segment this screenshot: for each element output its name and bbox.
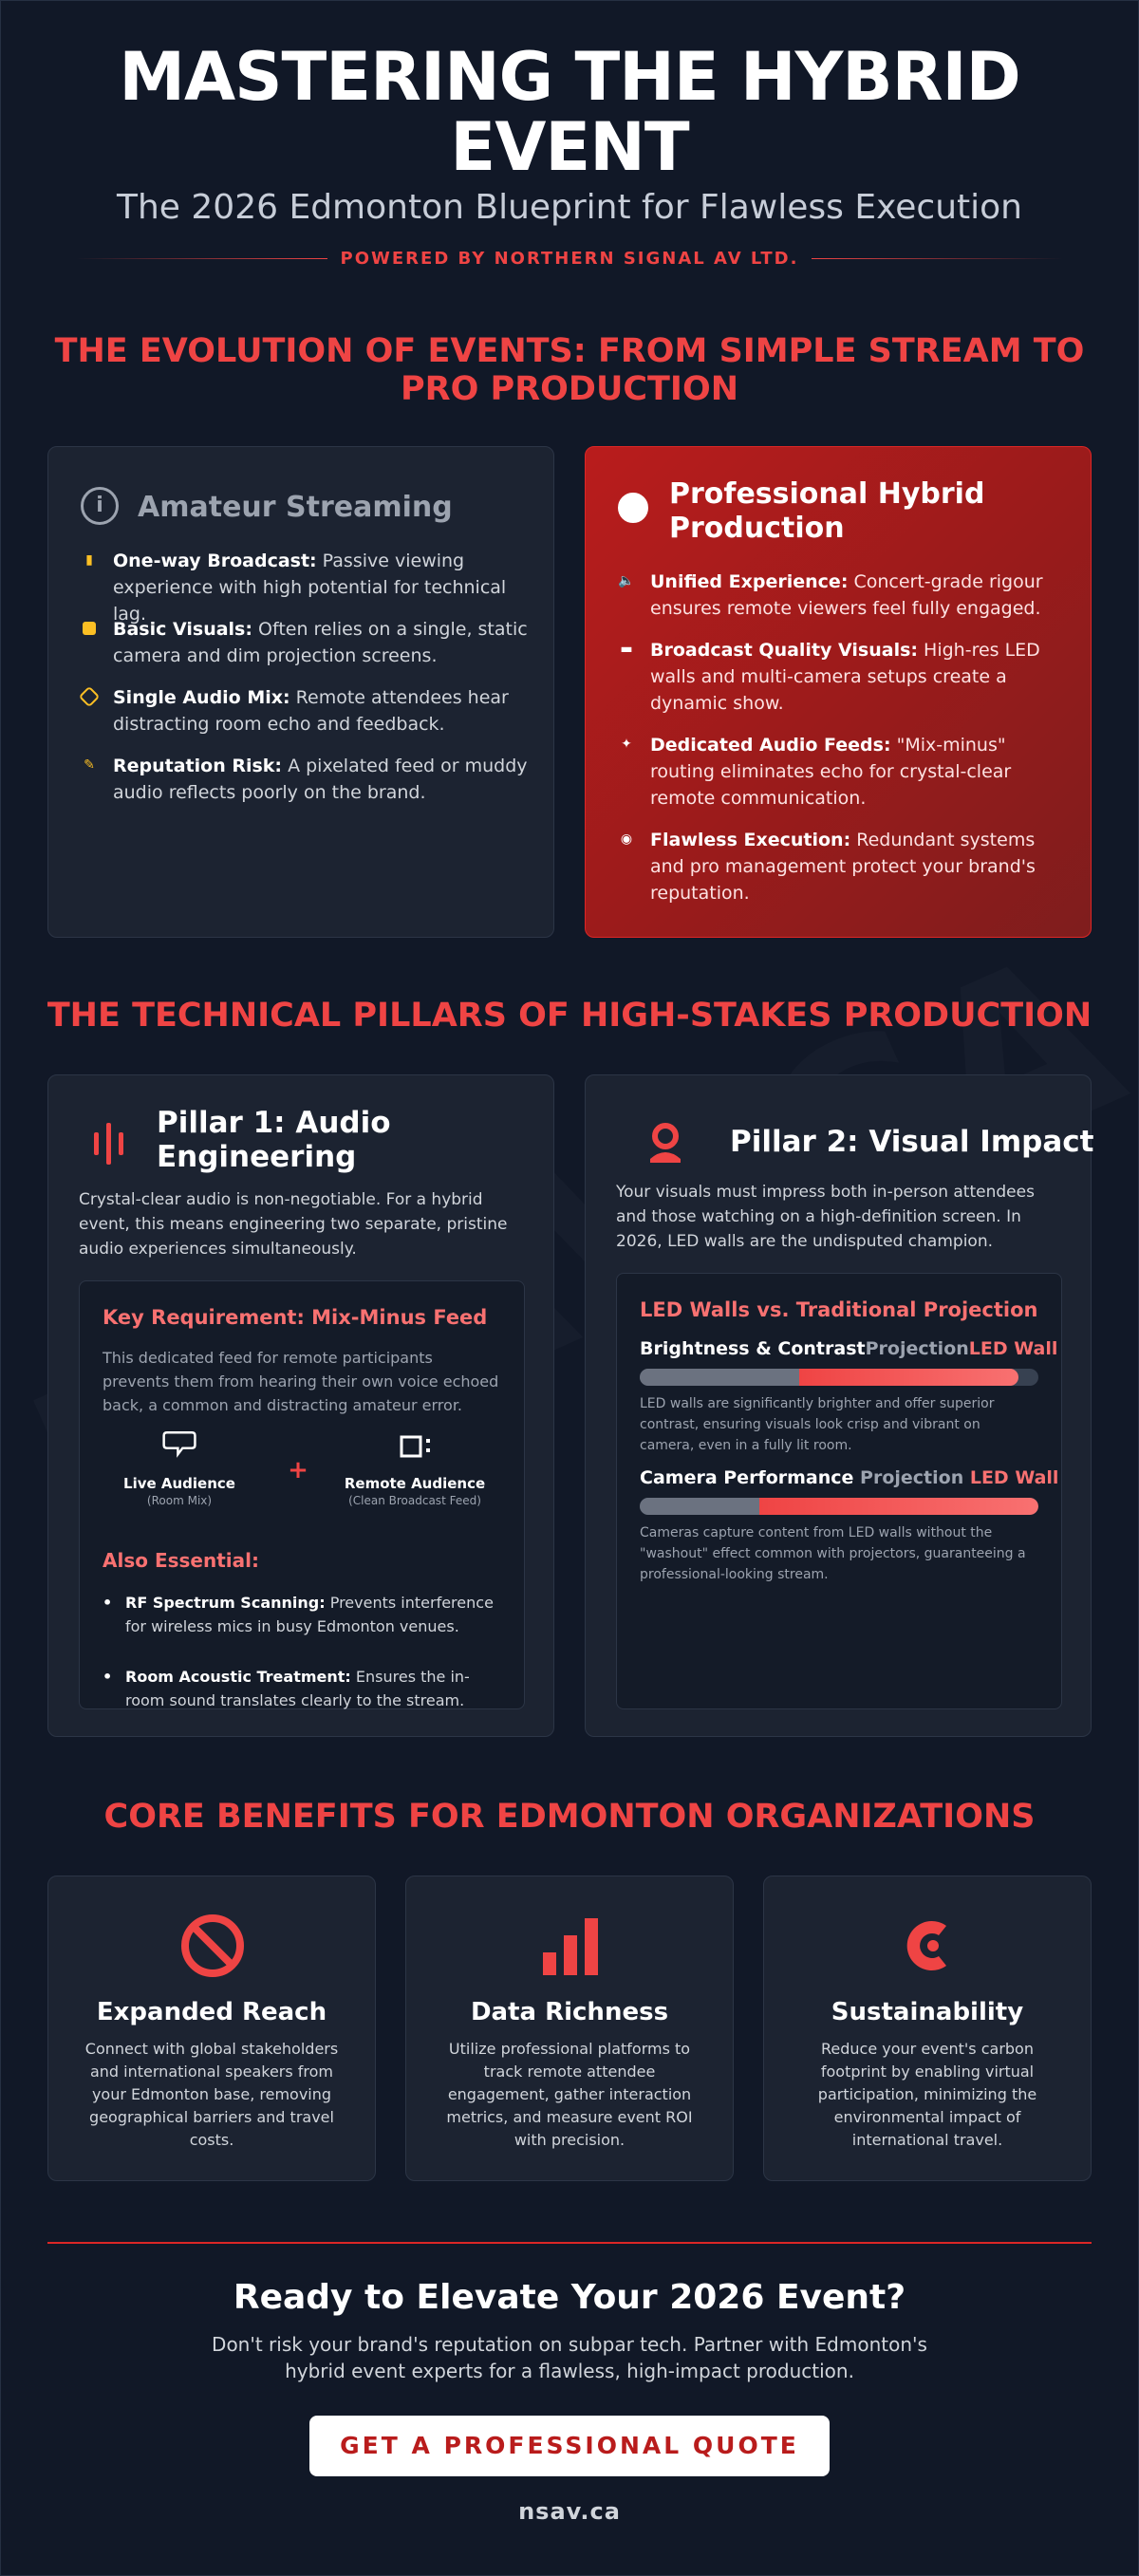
item-label: Dedicated Audio Feeds: — [650, 735, 891, 756]
amateur-card-header — [81, 479, 531, 536]
cta-text: Don't risk your brand's reputation on subpar tech. Partner with Edmonton's hybrid event experts for a flawless, high-impact production. — [212, 2333, 927, 2382]
item-text: High-res LED walls and multi-camera setups create a dynamic show. — [650, 640, 1040, 714]
section-title-benefits: CORE BENEFITS FOR EDMONTON ORGANIZATIONS — [103, 1798, 1036, 1836]
item-label: One-way Broadcast: — [113, 551, 317, 571]
mix-minus-panel — [79, 1280, 525, 1709]
led-label: LED Wall — [963, 1467, 1059, 1488]
bar-chart-icon — [537, 1913, 604, 1979]
item-text: "Mix-minus" routing eliminates echo for crystal-clear remote communication. — [650, 735, 1012, 809]
info-icon: i — [81, 487, 119, 525]
item-label: Flawless Execution: — [650, 830, 851, 850]
divider-right — [812, 258, 1063, 259]
circle-icon — [618, 493, 648, 523]
item-text: A pixelated feed or muddy audio reflects poorly on the brand. — [113, 756, 528, 803]
remote-audience — [334, 1429, 495, 1507]
pillar-audio-desc: Crystal-clear audio is non-negotiable. For a hybrid event, this means engineering two separate, pristine audio experiences simultaneously. — [79, 1190, 508, 1259]
live-audience-sub: (Room Mix) — [146, 1494, 213, 1507]
live-audience — [108, 1429, 251, 1507]
projection-bar — [640, 1369, 799, 1386]
pillar-audio-title: Pillar 1: Audio Engineering — [157, 1106, 391, 1174]
benefit-card — [763, 1876, 1092, 2181]
bookmark-icon: ▮ — [85, 552, 93, 568]
item-label: Basic Visuals: — [113, 619, 252, 640]
audio-waveform-icon — [86, 1117, 132, 1170]
comparison-row-camera — [640, 1467, 1059, 1500]
cta-title: Ready to Elevate Your 2026 Event? — [233, 2278, 906, 2317]
chat-bubble-icon — [159, 1429, 200, 1465]
no-entry-icon — [179, 1913, 246, 1979]
benefit-card — [47, 1876, 376, 2181]
amateur-title: Amateur Streaming — [138, 491, 453, 524]
list-item — [103, 1591, 503, 1638]
page-title: MASTERING THE HYBRID EVENT — [119, 38, 1020, 186]
led-comparison-panel — [616, 1273, 1062, 1709]
pencil-icon: ✎ — [84, 757, 95, 773]
screen-icon — [394, 1429, 436, 1465]
item-label: Reputation Risk: — [113, 756, 283, 776]
projection-bar — [640, 1498, 759, 1515]
camera-icon — [81, 620, 98, 637]
benefit-title: Expanded Reach — [96, 1998, 327, 2026]
item-text: Ensures the in-room sound translates clearly to the stream. — [125, 1668, 470, 1709]
remote-audience-sub: (Clean Broadcast Feed) — [348, 1494, 481, 1507]
item-text: Concert-grade rigour ensures remote viewers feel fully engaged. — [650, 571, 1043, 619]
page-subtitle: The 2026 Edmonton Blueprint for Flawless Execution — [117, 188, 1022, 227]
check-circle-icon: ◉ — [620, 831, 633, 847]
benefit-card — [405, 1876, 734, 2181]
item-text: Redundant systems and pro management protect your brand's reputation. — [650, 830, 1036, 904]
item-label: Room Acoustic Treatment: — [125, 1668, 351, 1686]
divider-left — [76, 258, 327, 259]
projection-label: Projection — [865, 1338, 969, 1359]
benefit-title: Data Richness — [470, 1998, 669, 2026]
sparkle-icon: ✦ — [621, 737, 632, 752]
mix-minus-text: This dedicated feed for remote participants prevents them from hearing their own voice echoed back, a common and distracting amateur error. — [103, 1349, 499, 1414]
speaker-icon: 🔈 — [618, 573, 635, 588]
remote-audience-label: Remote Audience — [344, 1475, 486, 1492]
pillar-visual-desc: Your visuals must impress both in-person attendees and those watching on a high-definition screen. In 2026, LED walls are the undisputed champion. — [616, 1183, 1035, 1251]
comparison-bar — [640, 1369, 1038, 1386]
get-quote-button[interactable]: GET A PROFESSIONAL QUOTE — [309, 2416, 830, 2476]
professional-card-header — [618, 477, 1068, 545]
powered-by-row — [76, 245, 1063, 273]
led-label: LED Wall — [968, 1338, 1058, 1359]
pillar-visual-card — [585, 1074, 1092, 1737]
monitor-icon: ▬ — [620, 642, 633, 657]
comparison-note: Cameras capture content from LED walls without the "washout" effect common with projectors, guaranteeing a professional-looking stream. — [640, 1525, 1026, 1582]
benefit-text: Reduce your event's carbon footprint by enabling virtual participation, minimizing the environmental impact of international travel. — [817, 2040, 1037, 2149]
benefit-text: Connect with global stakeholders and international speakers from your Edmonton base, removing geographical barriers and travel costs. — [84, 2040, 339, 2149]
row-label: Camera Performance — [640, 1467, 854, 1488]
plus-sign: + — [288, 1456, 308, 1484]
row-label: Brightness & Contrast — [640, 1338, 866, 1359]
comparison-note: LED walls are significantly brighter and offer superior contrast, ensuring visuals look crisp and vibrant on camera, even in a fully lit room. — [640, 1396, 995, 1453]
amateur-card — [47, 446, 554, 938]
cta-divider — [47, 2242, 1092, 2244]
hexagon-icon — [81, 688, 98, 705]
section-title-evolution: THE EVOLUTION OF EVENTS: FROM SIMPLE STREAM TO PRO PRODUCTION — [54, 332, 1085, 408]
comparison-bar — [640, 1498, 1038, 1515]
also-essential-list — [103, 1591, 503, 1739]
comparison-row-brightness — [640, 1338, 1058, 1371]
benefit-text: Utilize professional platforms to track remote attendee engagement, gather interaction metrics, and measure event ROI with precision. — [446, 2040, 693, 2149]
led-bar — [759, 1498, 1038, 1515]
item-label: RF Spectrum Scanning: — [125, 1594, 326, 1612]
pillar-visual-title: Pillar 2: Visual Impact — [730, 1125, 1094, 1159]
professional-card — [585, 446, 1092, 938]
list-item — [103, 1665, 503, 1712]
item-label: Unified Experience: — [650, 571, 849, 592]
leaf-icon — [895, 1913, 962, 1979]
item-label: Broadcast Quality Visuals: — [650, 640, 918, 661]
benefit-title: Sustainability — [831, 1998, 1024, 2026]
section-title-pillars: THE TECHNICAL PILLARS OF HIGH-STAKES PRODUCTION — [47, 997, 1092, 1035]
item-text: Often relies on a single, static camera and dim projection screens. — [113, 619, 528, 666]
also-essential-title: Also Essential: — [103, 1549, 259, 1572]
pillar-visual-header — [624, 1106, 1094, 1182]
led-bar — [799, 1369, 1018, 1386]
pillar-audio-card — [47, 1074, 554, 1737]
pillar-audio-header — [86, 1106, 534, 1182]
led-comparison-title: LED Walls vs. Traditional Projection — [640, 1298, 1038, 1321]
site-link[interactable]: nsav.ca — [518, 2498, 621, 2525]
mix-minus-title: Key Requirement: Mix-Minus Feed — [103, 1306, 488, 1329]
item-text: Passive viewing experience with high potential for technical lag. — [113, 551, 507, 625]
item-text: Prevents interference for wireless mics in busy Edmonton venues. — [125, 1594, 494, 1635]
powered-by: POWERED BY NORTHERN SIGNAL AV LTD. — [340, 249, 799, 269]
projection-label: Projection — [853, 1467, 964, 1488]
item-label: Single Audio Mix: — [113, 687, 290, 708]
item-text: Remote attendees hear distracting room echo and feedback. — [113, 687, 509, 735]
location-pin-icon — [643, 1117, 688, 1170]
live-audience-label: Live Audience — [123, 1475, 235, 1492]
professional-title: Professional Hybrid Production — [669, 477, 985, 545]
